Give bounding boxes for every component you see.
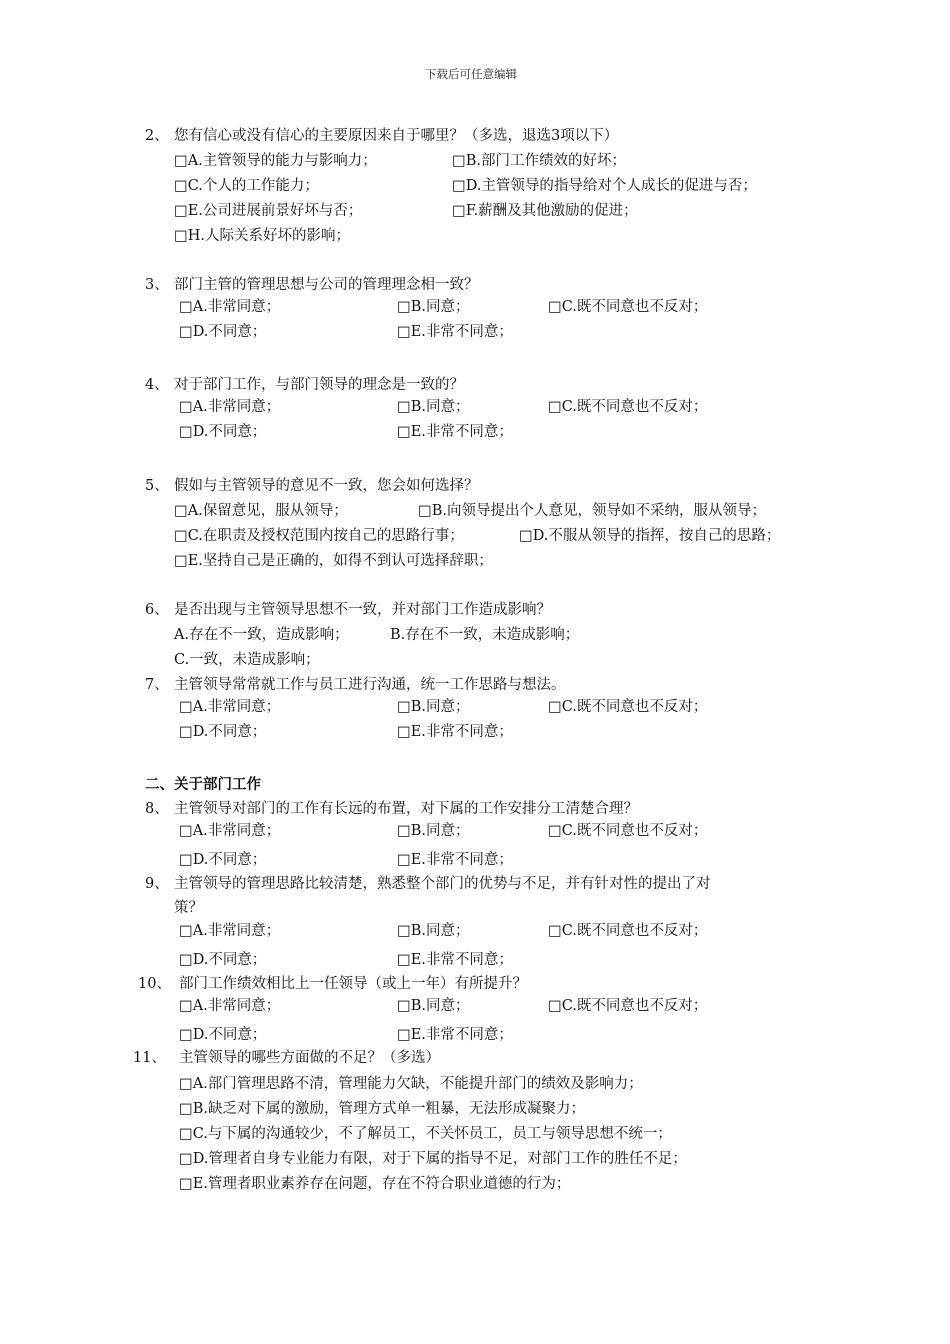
question-2-option-e[interactable]: □E.公司进展前景好坏与否； bbox=[174, 203, 363, 219]
question-3-option-b[interactable]: □B.同意； bbox=[397, 299, 470, 315]
page-header: 下载后可任意编辑 bbox=[425, 67, 517, 81]
question-7-option-c[interactable]: □C.既不同意也不反对； bbox=[548, 699, 708, 715]
question-6-text: 是否出现与主管领导思想不一致，并对部门工作造成影响？ bbox=[174, 602, 551, 618]
question-11-option-c[interactable]: □C.与下属的沟通较少，不了解员工，不关怀员工，员工与领导思想不统一； bbox=[179, 1126, 672, 1142]
question-2-number: 2、 bbox=[145, 128, 169, 144]
question-7-option-a[interactable]: □A.非常同意； bbox=[179, 699, 281, 715]
question-2-text: 您有信心或没有信心的主要原因来自于哪里？（多选，退选3项以下） bbox=[174, 128, 619, 144]
question-8-option-d[interactable]: □D.不同意； bbox=[179, 852, 267, 868]
question-8-option-e[interactable]: □E.非常不同意； bbox=[397, 852, 513, 868]
question-4-option-c[interactable]: □C.既不同意也不反对； bbox=[548, 399, 708, 415]
question-9-option-e[interactable]: □E.非常不同意； bbox=[397, 952, 513, 968]
question-6-option-a[interactable]: A.存在不一致，造成影响； bbox=[174, 627, 349, 643]
question-2-option-f[interactable]: □F.薪酬及其他激励的促进； bbox=[452, 203, 638, 219]
question-9-number: 9、 bbox=[145, 876, 169, 892]
question-11-option-b[interactable]: □B.缺乏对下属的激励，管理方式单一粗暴，无法形成凝聚力； bbox=[179, 1101, 585, 1117]
question-2-option-a[interactable]: □A.主管领导的能力与影响力； bbox=[174, 153, 377, 169]
question-3-option-e[interactable]: □E.非常不同意； bbox=[397, 324, 513, 340]
question-9-option-b[interactable]: □B.同意； bbox=[397, 923, 470, 939]
question-7-option-d[interactable]: □D.不同意； bbox=[179, 724, 267, 740]
question-11-option-d[interactable]: □D.管理者自身专业能力有限，对于下属的指导不足，对部门工作的胜任不足； bbox=[179, 1151, 687, 1167]
question-8-option-a[interactable]: □A.非常同意； bbox=[179, 823, 281, 839]
question-10-option-e[interactable]: □E.非常不同意； bbox=[397, 1027, 513, 1043]
question-5-number: 5、 bbox=[145, 478, 169, 494]
question-5-option-b[interactable]: □B.向领导提出个人意见，领导如不采纳，服从领导； bbox=[418, 503, 766, 519]
question-11-option-a[interactable]: □A.部门管理思路不清，管理能力欠缺，不能提升部门的绩效及影响力； bbox=[179, 1076, 643, 1092]
question-5-option-d[interactable]: □D.不服从领导的指挥，按自己的思路； bbox=[519, 528, 781, 544]
question-5-option-a[interactable]: □A.保留意见，服从领导； bbox=[174, 503, 348, 519]
question-7-number: 7、 bbox=[145, 677, 169, 693]
question-2-option-d[interactable]: □D.主管领导的指导给对个人成长的促进与否； bbox=[452, 178, 757, 194]
section-heading: 二、关于部门工作 bbox=[145, 777, 261, 793]
question-2-option-h[interactable]: □H.人际关系好坏的影响； bbox=[174, 228, 350, 244]
question-4-text: 对于部门工作，与部门领导的理念是一致的？ bbox=[174, 377, 464, 393]
question-8-text: 主管领导对部门的工作有长远的布置，对下属的工作安排分工清楚合理？ bbox=[174, 801, 638, 817]
question-9-option-d[interactable]: □D.不同意； bbox=[179, 952, 267, 968]
question-10-text: 部门工作绩效相比上一任领导（或上一年）有所提升？ bbox=[179, 976, 527, 992]
question-3-option-c[interactable]: □C.既不同意也不反对； bbox=[548, 299, 708, 315]
question-3-option-a[interactable]: □A.非常同意； bbox=[179, 299, 281, 315]
question-5-option-e[interactable]: □E.坚持自己是正确的，如得不到认可选择辞职； bbox=[174, 553, 493, 569]
question-9-option-a[interactable]: □A.非常同意； bbox=[179, 923, 281, 939]
question-5-option-c[interactable]: □C.在职责及授权范围内按自己的思路行事； bbox=[174, 528, 464, 544]
question-3-number: 3、 bbox=[145, 277, 169, 293]
question-4-option-a[interactable]: □A.非常同意； bbox=[179, 399, 281, 415]
question-8-option-b[interactable]: □B.同意； bbox=[397, 823, 470, 839]
question-4-number: 4、 bbox=[145, 377, 169, 393]
question-11-option-e[interactable]: □E.管理者职业素养存在问题，存在不符合职业道德的行为； bbox=[179, 1176, 571, 1192]
question-10-number: 10、 bbox=[138, 976, 171, 992]
question-9-text-line1: 主管领导的管理思路比较清楚，熟悉整个部门的优势与不足，并有针对性的提出了对 bbox=[174, 876, 711, 892]
question-7-text: 主管领导常常就工作与员工进行沟通，统一工作思路与想法。 bbox=[174, 677, 566, 693]
question-6-option-b[interactable]: B.存在不一致，未造成影响； bbox=[390, 627, 580, 643]
question-4-option-e[interactable]: □E.非常不同意； bbox=[397, 424, 513, 440]
question-5-text: 假如与主管领导的意见不一致，您会如何选择？ bbox=[174, 478, 479, 494]
question-6-option-c[interactable]: C.一致，未造成影响； bbox=[174, 652, 320, 668]
question-11-number: 11、 bbox=[133, 1050, 166, 1066]
question-3-text: 部门主管的管理思想与公司的管理理念相一致？ bbox=[174, 277, 479, 293]
question-8-number: 8、 bbox=[145, 801, 169, 817]
question-7-option-e[interactable]: □E.非常不同意； bbox=[397, 724, 513, 740]
question-7-option-b[interactable]: □B.同意； bbox=[397, 699, 470, 715]
question-2-option-c[interactable]: □C.个人的工作能力； bbox=[174, 178, 319, 194]
question-4-option-b[interactable]: □B.同意； bbox=[397, 399, 470, 415]
question-10-option-a[interactable]: □A.非常同意； bbox=[179, 998, 281, 1014]
question-6-number: 6、 bbox=[145, 602, 169, 618]
question-10-option-d[interactable]: □D.不同意； bbox=[179, 1027, 267, 1043]
question-8-option-c[interactable]: □C.既不同意也不反对； bbox=[548, 823, 708, 839]
question-9-text-line2: 策？ bbox=[174, 900, 203, 916]
question-4-option-d[interactable]: □D.不同意； bbox=[179, 424, 267, 440]
question-10-option-b[interactable]: □B.同意； bbox=[397, 998, 470, 1014]
question-11-text: 主管领导的哪些方面做的不足？（多选） bbox=[179, 1050, 440, 1066]
question-3-option-d[interactable]: □D.不同意； bbox=[179, 324, 267, 340]
question-2-option-b[interactable]: □B.部门工作绩效的好坏； bbox=[452, 153, 626, 169]
question-10-option-c[interactable]: □C.既不同意也不反对； bbox=[548, 998, 708, 1014]
question-9-option-c[interactable]: □C.既不同意也不反对； bbox=[548, 923, 708, 939]
